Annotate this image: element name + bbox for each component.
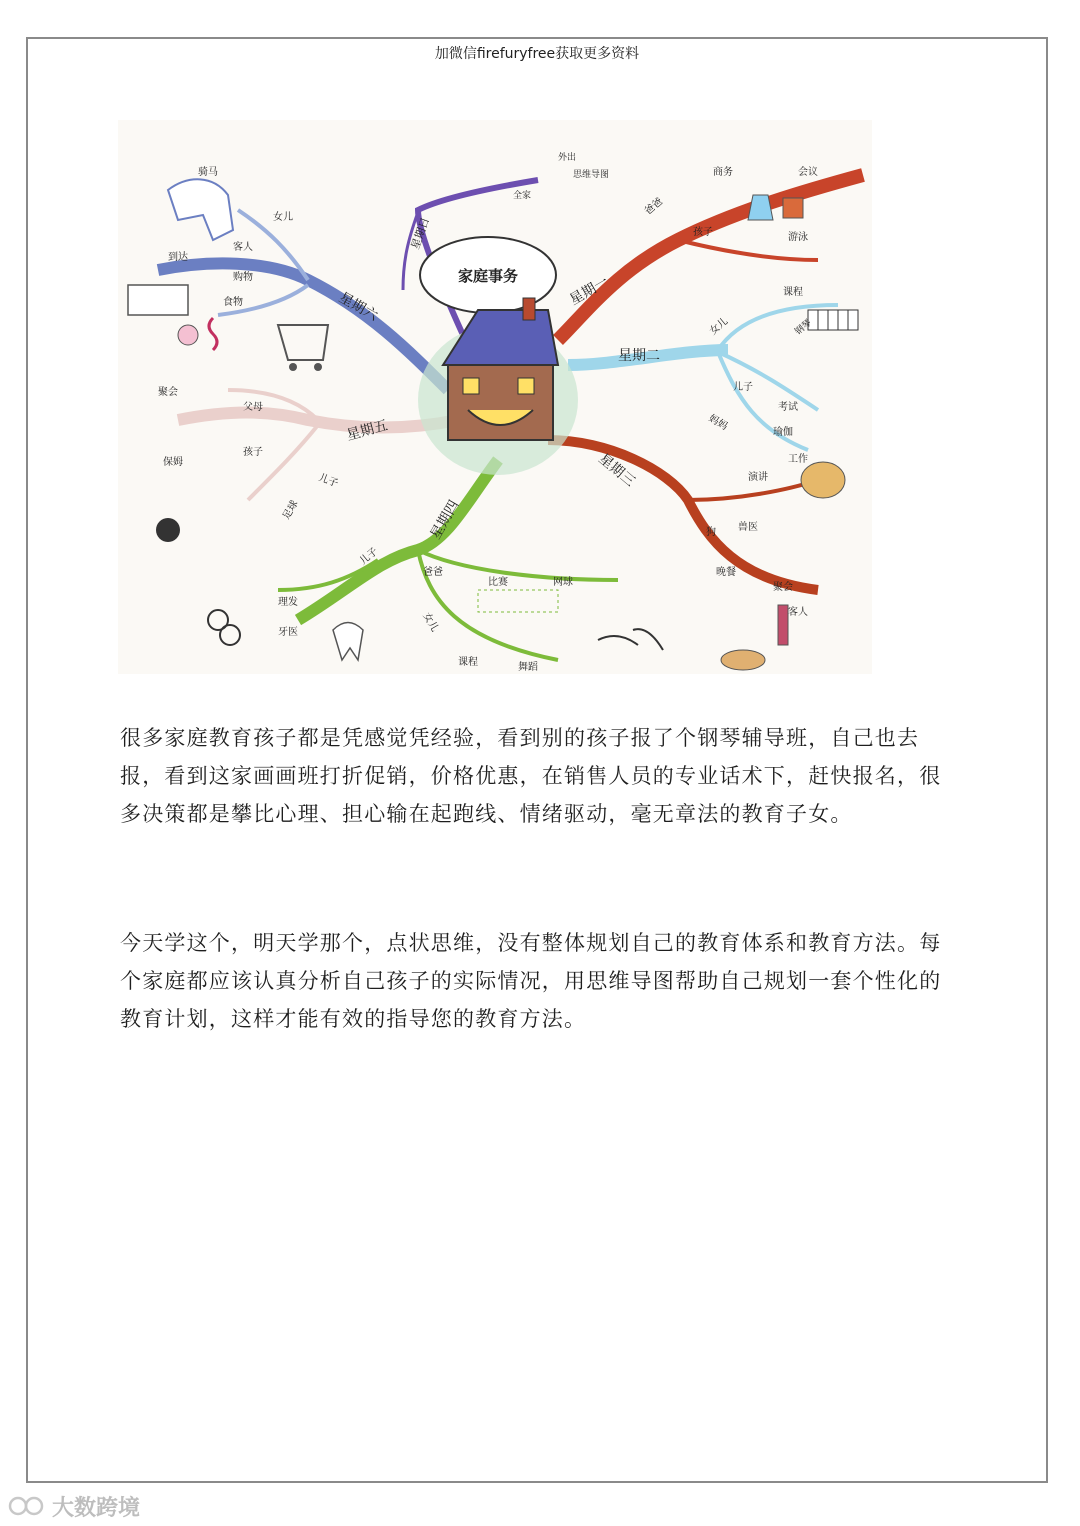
horse-icon [168,179,233,240]
item-thursday-lifa: 理发 [278,597,298,608]
item-thursday-wudao: 舞蹈 [518,662,538,673]
item-thursday-yayi: 牙医 [278,627,298,638]
item-saturday-qima: 骑马 [198,167,218,178]
label-friday: 星期五 [344,417,390,444]
dinner-icon [721,605,788,670]
paragraph-2: 今天学这个，明天学那个，点状思维，没有整体规划自己的教育体系和教育方法。每个家庭都应该认真分析自己孩子的实际情况，用思维导图帮助自己规划一套个性化的教育计划，这样才能有效的指导您的教育方法。 [120,931,942,1031]
piano-icon [808,310,858,330]
tooth-icon [333,623,363,661]
item-monday-haizi: 孩子 [693,227,713,238]
item-tuesday-yujia: 瑜伽 [773,427,793,438]
branch-wednesday [548,440,818,590]
item-sunday-mindmap: 思维导图 [573,170,610,180]
item-thursday-nver: 女儿 [420,611,440,634]
item-monday-shangwu: 商务 [713,167,733,178]
label-tuesday: 星期二 [618,348,660,364]
label-monday: 星期一 [567,273,612,309]
item-wednesday-shouyi: 兽医 [738,522,758,533]
item-monday-huiyi: 会议 [798,167,818,178]
balloon-icon [178,318,217,350]
item-tuesday-kecheng: 课程 [783,287,803,298]
item-saturday-daoda: 到达 [168,252,188,263]
watermark-text: 大数跨境 [52,1495,141,1521]
item-wednesday-keren: 客人 [788,607,808,618]
item-friday-haizi: 孩子 [243,447,263,458]
shoes-icon [598,629,663,650]
page-frame [26,37,1048,1483]
item-friday-juhui: 聚会 [158,387,178,398]
item-sunday-waichu: 外出 [558,153,577,163]
item-thursday-wangqiu: 网球 [553,577,573,588]
item-tuesday-mama: 妈妈 [706,413,730,433]
item-friday-zuqiu: 足球 [281,498,301,522]
item-tuesday-gongzuo: 工作 [788,454,808,465]
item-tuesday-erzi: 儿子 [733,382,753,393]
item-saturday-gouwu: 购物 [233,272,253,283]
item-wednesday-juhui: 聚会 [773,582,793,593]
label-sunday: 星期日 [408,215,433,252]
item-saturday-shiwu: 食物 [223,297,243,308]
mind-map-image [118,120,872,674]
paragraph-1: 很多家庭教育孩子都是凭感觉凭经验，看到别的孩子报了个钢琴辅导班，自己也去报，看到这家画画班打折促销，价格优惠，在销售人员的专业话术下，赶快报名，很多决策都是攀比心理、担心输在起跑线、情绪驱动，毫无章法的教育子女。 [120,726,942,826]
item-sunday-quanjia: 全家 [513,191,532,201]
item-saturday-nver: 女儿 [273,212,293,223]
tennis-net-icon [478,590,558,612]
item-thursday-baba: 爸爸 [423,567,443,578]
house-icon [418,298,578,475]
item-friday-fumu: 父母 [243,402,263,413]
item-saturday-keren: 客人 [233,242,253,253]
item-wednesday-gou: 狗 [706,527,716,538]
shopping-cart-icon [278,325,328,371]
item-monday-youyong: 游泳 [788,232,808,243]
mind-map-svg [118,120,872,674]
label-saturday: 星期六 [336,289,381,325]
item-tuesday-gangqin: 钢琴 [793,318,814,338]
item-tuesday-yanjiang: 演讲 [748,472,768,483]
watermark-logo-icon [8,1494,48,1518]
film-reel-icon [156,518,180,542]
bed-icon [128,285,188,315]
item-thursday-erzi: 儿子 [357,546,381,568]
item-wednesday-wancan: 晚餐 [716,567,736,578]
item-monday-baba: 爸爸 [642,196,666,218]
header-note: 加微信firefuryfree获取更多资料 [434,46,640,62]
item-thursday-bisai: 比赛 [488,577,508,588]
label-wednesday: 星期三 [595,450,638,491]
center-cloud [420,237,556,313]
scissors-icon [208,610,240,645]
item-tuesday-kaoshi: 考试 [778,402,798,413]
item-friday-erzi: 儿子 [316,472,340,490]
item-tuesday-nver: 女儿 [707,316,731,338]
item-friday-baomu: 保姆 [163,457,183,468]
dog-icon [801,462,845,498]
center-label: 家庭事务 [457,267,519,285]
watermark [8,1491,140,1521]
label-thursday: 星期四 [427,497,463,542]
item-thursday-kecheng: 课程 [458,657,478,668]
